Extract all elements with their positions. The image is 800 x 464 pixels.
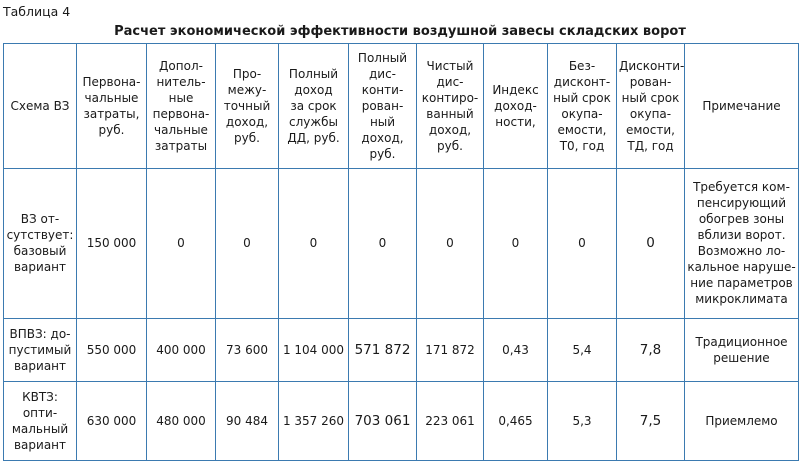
- cell-intermediate-income: 0: [216, 169, 279, 319]
- cell-additional-costs: 400 000: [147, 318, 216, 381]
- header-note: Примечание: [685, 44, 799, 169]
- cell-additional-costs: 480 000: [147, 381, 216, 460]
- header-intermediate-income: Про- межу- точный доход, руб.: [216, 44, 279, 169]
- header-row: [4, 44, 799, 169]
- table-label: Таблица 4: [3, 4, 71, 19]
- cell-net-discounted-income: 171 872: [417, 318, 484, 381]
- table-title: Расчет экономической эффективности воздушной завесы складских ворот: [114, 24, 686, 39]
- header-scheme: Схема ВЗ: [4, 44, 77, 169]
- cell-initial-costs: 630 000: [77, 381, 147, 460]
- economic-efficiency-table: [3, 43, 799, 461]
- header-profitability-index: Индекс доход- ности,: [484, 44, 548, 169]
- header-simple-payback: Без- дисконт- ный срок окупа- емости, Т0, год: [548, 44, 617, 169]
- table-row: [4, 169, 799, 319]
- header-full-discounted-income: Полный дис- конти- рован- ный доход, руб.: [349, 44, 417, 169]
- cell-simple-payback: 0: [548, 169, 617, 319]
- cell-scheme: ВПВЗ: до- пустимый вариант: [4, 318, 77, 381]
- cell-discounted-payback: 0: [617, 169, 685, 319]
- cell-profitability-index: 0: [484, 169, 548, 319]
- cell-initial-costs: 150 000: [77, 169, 147, 319]
- cell-net-discounted-income: 223 061: [417, 381, 484, 460]
- cell-intermediate-income: 90 484: [216, 381, 279, 460]
- cell-initial-costs: 550 000: [77, 318, 147, 381]
- cell-note: Традиционное решение: [685, 318, 799, 381]
- header-net-discounted-income: Чистый дис- контиро- ванный доход, руб.: [417, 44, 484, 169]
- header-full-income: Полный доход за срок службы ДД, руб.: [279, 44, 349, 169]
- cell-simple-payback: 5,3: [548, 381, 617, 460]
- cell-additional-costs: 0: [147, 169, 216, 319]
- header-initial-costs: Первона- чальные затраты, руб.: [77, 44, 147, 169]
- cell-full-discounted-income: 571 872: [349, 318, 417, 381]
- cell-discounted-payback: 7,8: [617, 318, 685, 381]
- cell-full-income: 1 357 260: [279, 381, 349, 460]
- header-discounted-payback: Дисконти- рован- ный срок окупа- емости, ТД, год: [617, 44, 685, 169]
- cell-scheme: КВТЗ: опти- мальный вариант: [4, 381, 77, 460]
- cell-full-discounted-income: 0: [349, 169, 417, 319]
- cell-profitability-index: 0,465: [484, 381, 548, 460]
- cell-profitability-index: 0,43: [484, 318, 548, 381]
- cell-full-income: 1 104 000: [279, 318, 349, 381]
- table-row: [4, 318, 799, 381]
- cell-net-discounted-income: 0: [417, 169, 484, 319]
- cell-intermediate-income: 73 600: [216, 318, 279, 381]
- cell-full-income: 0: [279, 169, 349, 319]
- cell-discounted-payback: 7,5: [617, 381, 685, 460]
- table-row: [4, 381, 799, 460]
- cell-note: Требуется ком- пенсирующий обогрев зоны вблизи ворот. Возможно ло- кальное наруше- ние параметров микроклимата: [685, 169, 799, 319]
- cell-scheme: ВЗ от- сутствует: базовый вариант: [4, 169, 77, 319]
- cell-simple-payback: 5,4: [548, 318, 617, 381]
- header-additional-costs: Допол- нитель- ные первона- чальные затраты: [147, 44, 216, 169]
- cell-note: Приемлемо: [685, 381, 799, 460]
- cell-full-discounted-income: 703 061: [349, 381, 417, 460]
